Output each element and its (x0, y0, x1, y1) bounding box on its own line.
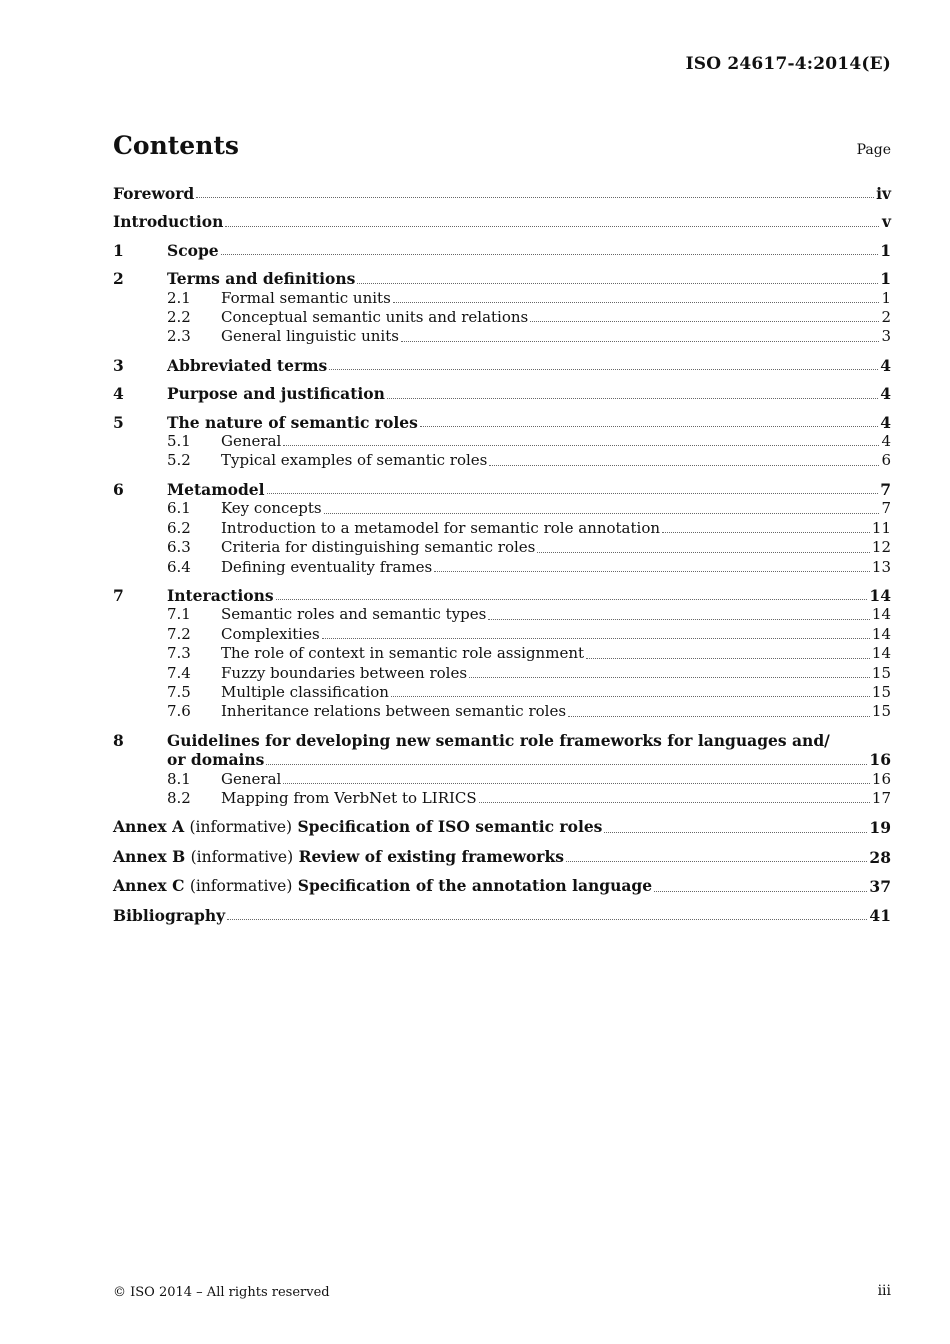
toc-title: Conceptual semantic units and relations (221, 308, 529, 327)
leader-dots (225, 225, 879, 227)
leader-dots (196, 196, 874, 198)
leader-dots (654, 890, 867, 892)
leader-dots (324, 512, 879, 514)
toc-page: 28 (869, 847, 891, 867)
toc-title: Fuzzy boundaries between roles (221, 663, 468, 682)
toc-entry-6-1[interactable] (113, 499, 891, 518)
leader-dots (283, 782, 870, 784)
toc-number: 6.2 (167, 518, 191, 537)
toc-title-line2: or domains (167, 750, 265, 770)
annex-title: Review of existing frameworks (298, 846, 564, 866)
leader-dots (266, 763, 867, 765)
toc-title: Introduction to a metamodel for semantic role annotation (221, 518, 661, 537)
toc-entry-6-4[interactable] (113, 558, 891, 577)
annex-type: (informative) (189, 877, 293, 896)
toc-entry-6-2[interactable] (113, 519, 891, 538)
toc-number: 5.1 (167, 432, 191, 451)
toc-page: 1 (881, 288, 891, 307)
toc-page: 7 (881, 499, 891, 518)
leader-dots (530, 320, 879, 322)
toc-page: 14 (871, 644, 891, 663)
toc-number: 2.3 (167, 327, 191, 346)
toc-title (113, 847, 564, 867)
toc-entry-2-1[interactable] (113, 289, 891, 308)
leader-dots (329, 368, 878, 370)
toc-page: v (881, 212, 891, 232)
toc-page: 16 (871, 769, 891, 788)
document-id: ISO 24617-4:2014(E) (685, 54, 891, 74)
toc-entry-2[interactable] (113, 269, 891, 288)
toc-number: 6.1 (167, 499, 191, 518)
toc-number: 7.5 (167, 682, 191, 701)
toc-entry-8-continued[interactable] (113, 750, 891, 769)
toc-number: 6.4 (167, 557, 191, 576)
toc-number: 7 (113, 585, 124, 605)
toc-entry-2-2[interactable] (113, 308, 891, 327)
toc-title: Introduction (113, 212, 224, 232)
toc-page: 6 (881, 451, 891, 470)
toc-page: 2 (881, 308, 891, 327)
annex-label: Annex B (113, 846, 186, 866)
toc-entry-introduction[interactable] (113, 212, 891, 231)
toc-page: 37 (869, 877, 891, 897)
copyright-notice: © ISO 2014 – All rights reserved (113, 1285, 330, 1300)
toc-number: 4 (113, 384, 124, 404)
leader-dots (479, 801, 870, 803)
toc-title: Semantic roles and semantic types (221, 605, 487, 624)
toc-entry-8-1[interactable] (113, 770, 891, 789)
toc-page: 7 (880, 479, 891, 499)
toc-page: iv (876, 184, 891, 203)
toc-entry-bibliography[interactable] (113, 906, 891, 925)
toc-page: 15 (871, 663, 891, 682)
toc-page: 3 (881, 327, 891, 346)
leader-dots (434, 570, 870, 572)
toc-title: Terms and definitions (167, 269, 356, 289)
contents-title: Contents (113, 131, 240, 160)
toc-title: General (221, 432, 282, 451)
toc-entry-annex-a[interactable] (113, 817, 891, 837)
leader-dots (283, 444, 879, 446)
toc-title: Interactions (167, 585, 274, 605)
leader-dots (387, 397, 878, 399)
toc-entry-5[interactable] (113, 413, 891, 432)
leader-dots (566, 860, 867, 862)
leader-dots (322, 637, 870, 639)
toc-page: 4 (880, 384, 891, 404)
toc-entry-6[interactable] (113, 480, 891, 499)
toc-entry-7-1[interactable] (113, 605, 891, 624)
toc-title-line1: Guidelines for developing new semantic role frameworks for languages and/ (167, 730, 830, 750)
annex-label: Annex A (113, 817, 185, 837)
toc-page: 4 (881, 432, 891, 451)
toc-page: 1 (880, 240, 891, 260)
toc-number: 2.2 (167, 308, 191, 327)
toc-number: 8.2 (167, 788, 191, 807)
toc-number: 6.3 (167, 538, 191, 557)
toc-title (113, 876, 652, 896)
toc-page: 19 (869, 818, 891, 838)
toc-title: Metamodel (167, 479, 265, 499)
leader-dots (401, 340, 879, 342)
toc-number: 8.1 (167, 769, 191, 788)
leader-dots (662, 531, 870, 533)
toc-entry-annex-c[interactable] (113, 876, 891, 896)
toc-title: Criteria for distinguishing semantic roles (221, 538, 536, 557)
toc-page: 15 (871, 702, 891, 721)
toc-page: 12 (871, 538, 891, 557)
toc-page: 14 (871, 605, 891, 624)
table-of-contents (113, 184, 891, 925)
toc-entry-7-2[interactable] (113, 625, 891, 644)
toc-title: General linguistic units (221, 327, 399, 346)
toc-page: 11 (871, 518, 891, 537)
toc-number: 7.6 (167, 702, 191, 721)
leader-dots (357, 282, 878, 284)
annex-title: Specification of ISO semantic roles (297, 817, 603, 837)
toc-number: 7.1 (167, 605, 191, 624)
toc-title: Multiple classification (221, 682, 389, 701)
toc-number: 3 (113, 355, 124, 375)
toc-page: 16 (869, 750, 891, 770)
leader-dots (420, 425, 878, 427)
toc-number: 7.2 (167, 624, 191, 643)
annex-type: (informative) (190, 847, 294, 866)
leader-dots (393, 301, 879, 303)
toc-number: 2.1 (167, 288, 191, 307)
leader-dots (488, 618, 870, 620)
toc-title: Abbreviated terms (167, 355, 328, 375)
toc-title: Foreword (113, 184, 195, 203)
toc-title: Key concepts (221, 499, 322, 518)
toc-entry-7-4[interactable] (113, 664, 891, 683)
toc-entry-2-3[interactable] (113, 327, 891, 346)
page-column-label: Page (856, 142, 891, 158)
toc-entry-6-3[interactable] (113, 538, 891, 557)
toc-title: Bibliography (113, 905, 226, 925)
toc-page: 1 (880, 269, 891, 289)
toc-number: 7.4 (167, 663, 191, 682)
toc-title (113, 817, 602, 837)
toc-title: Typical examples of semantic roles (221, 451, 488, 470)
toc-page: 4 (880, 355, 891, 375)
toc-page: 15 (871, 682, 891, 701)
toc-title: The nature of semantic roles (167, 412, 418, 432)
toc-page: 4 (880, 412, 891, 432)
toc-number: 1 (113, 240, 124, 260)
toc-title: Complexities (221, 624, 320, 643)
leader-dots (267, 492, 879, 494)
toc-entry-4[interactable] (113, 384, 891, 403)
toc-entry-7-5[interactable] (113, 683, 891, 702)
leader-dots (537, 551, 870, 553)
toc-title: Formal semantic units (221, 288, 391, 307)
toc-title: Defining eventuality frames (221, 557, 433, 576)
toc-entry-7-6[interactable] (113, 702, 891, 721)
toc-page: 14 (869, 585, 891, 605)
leader-dots (391, 695, 870, 697)
toc-title: General (221, 769, 282, 788)
annex-title: Specification of the annotation language (297, 876, 653, 896)
toc-number: 5.2 (167, 451, 191, 470)
toc-title: Purpose and justification (167, 384, 385, 404)
toc-number: 6 (113, 479, 124, 499)
leader-dots (276, 598, 868, 600)
leader-dots (489, 464, 879, 466)
toc-number: 2 (113, 269, 124, 289)
leader-dots (604, 831, 867, 833)
toc-page: 13 (871, 557, 891, 576)
toc-entry-8[interactable] (113, 731, 891, 750)
toc-entry-7[interactable] (113, 586, 891, 605)
toc-page: 41 (869, 905, 891, 925)
toc-number: 5 (113, 412, 124, 432)
toc-title: Mapping from VerbNet to LIRICS (221, 788, 477, 807)
toc-title: The role of context in semantic role assignment (221, 644, 585, 663)
toc-title: Inheritance relations between semantic roles (221, 702, 567, 721)
toc-entry-foreword[interactable] (113, 184, 891, 203)
leader-dots (227, 918, 867, 920)
toc-entry-7-3[interactable] (113, 644, 891, 663)
toc-page: 17 (871, 788, 891, 807)
annex-label: Annex C (113, 876, 185, 896)
toc-entry-1[interactable] (113, 241, 891, 260)
toc-entry-8-2[interactable] (113, 789, 891, 808)
toc-entry-3[interactable] (113, 356, 891, 375)
toc-entry-5-2[interactable] (113, 451, 891, 470)
toc-entry-5-1[interactable] (113, 432, 891, 451)
annex-type: (informative) (189, 818, 293, 837)
toc-number: 8 (113, 730, 124, 750)
toc-entry-annex-b[interactable] (113, 847, 891, 867)
leader-dots (469, 676, 870, 678)
leader-dots (586, 657, 870, 659)
leader-dots (568, 715, 870, 717)
toc-title: Scope (167, 240, 219, 260)
page-number: iii (877, 1283, 891, 1299)
toc-page: 14 (871, 624, 891, 643)
toc-number: 7.3 (167, 644, 191, 663)
leader-dots (221, 253, 879, 255)
